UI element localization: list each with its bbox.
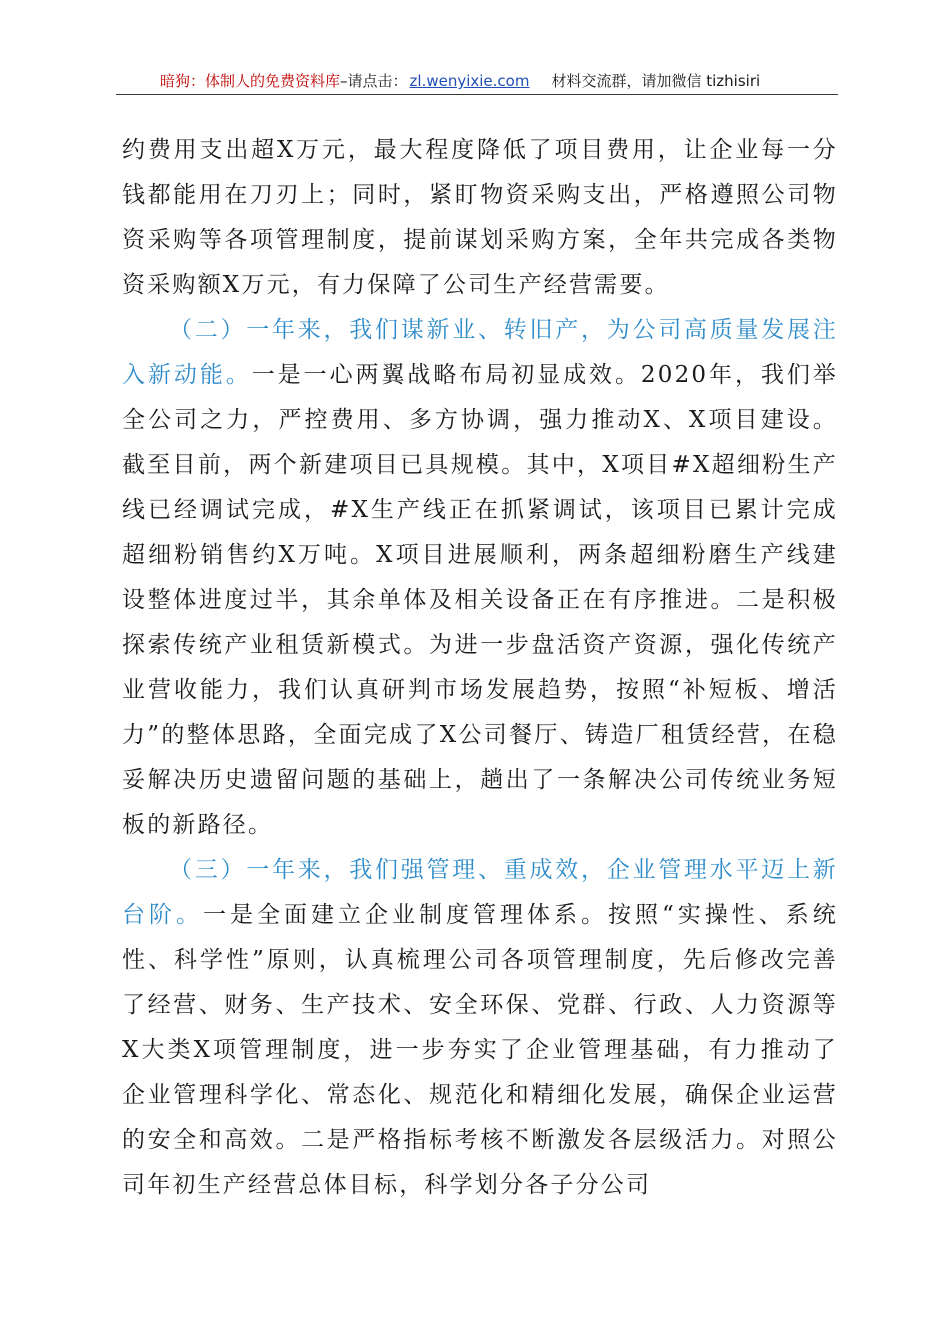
paragraph-3 — [122, 848, 838, 1208]
paragraph-text: 约费用支出超X万元，最大程度降低了项目费用，让企业每一分钱都能用在刀刃上；同时，紧盯物资采购支出，严格遵照公司物资采购等各项管理制度，提前谋划采购方案，全年共完成各类物资采购额X万元，有力保障了公司生产经营需要。 — [122, 137, 838, 298]
paragraph-text: 一是全面建立企业制度管理体系。按照“实操性、系统性、科学性”原则，认真梳理公司各项管理制度，先后修改完善了经营、财务、生产技术、安全环保、党群、行政、人力资源等X大类X项管理制度，进一步夯实了企业管理基础，有力推动了企业管理科学化、常态化、规范化和精细化发展，确保企业运营的安全和高效。二是严格指标考核不断激发各层级活力。对照公司年初生产经营总体目标，科学划分各子分公司 — [122, 902, 838, 1198]
header-link[interactable]: zl.wenyixie.com — [409, 72, 530, 90]
header-prompt: –请点击： — [340, 72, 408, 90]
paragraph-2 — [122, 308, 838, 848]
header-contact: 材料交流群，请加微信 tizhisiri — [551, 72, 761, 90]
paragraph-1 — [122, 128, 838, 308]
header-brand: 暗狗：体制人的免费资料库 — [160, 72, 341, 90]
paragraph-text: 一是一心两翼战略布局初显成效。2020年，我们举全公司之力，严控费用、多方协调，强力推动X、X项目建设。截至目前，两个新建项目已具规模。其中，X项目#X超细粉生产线已经调试完成，#X生产线正在抓紧调试，该项目已累计完成超细粉销售约X万吨。X项目进展顺利，两条超细粉磨生产线建设整体进度过半，其余单体及相关设备正在有序推进。二是积极探索传统产业租赁新模式。为进一步盘活资产资源，强化传统产业营收能力，我们认真研判市场发展趋势，按照“补短板、增活力”的整体思路，全面完成了X公司餐厅、铸造厂租赁经营，在稳妥解决历史遗留问题的基础上，趟出了一条解决公司传统业务短板的新路径。 — [122, 362, 838, 838]
section-heading-3: （三）一年来，我们强管理、重成效，企业管理水平迈上新台阶。 — [122, 857, 838, 928]
page-header — [116, 68, 838, 95]
section-heading-2: （二）一年来，我们谋新业、转旧产，为公司高质量发展注入新动能。 — [122, 317, 838, 388]
document-body — [122, 128, 838, 1208]
